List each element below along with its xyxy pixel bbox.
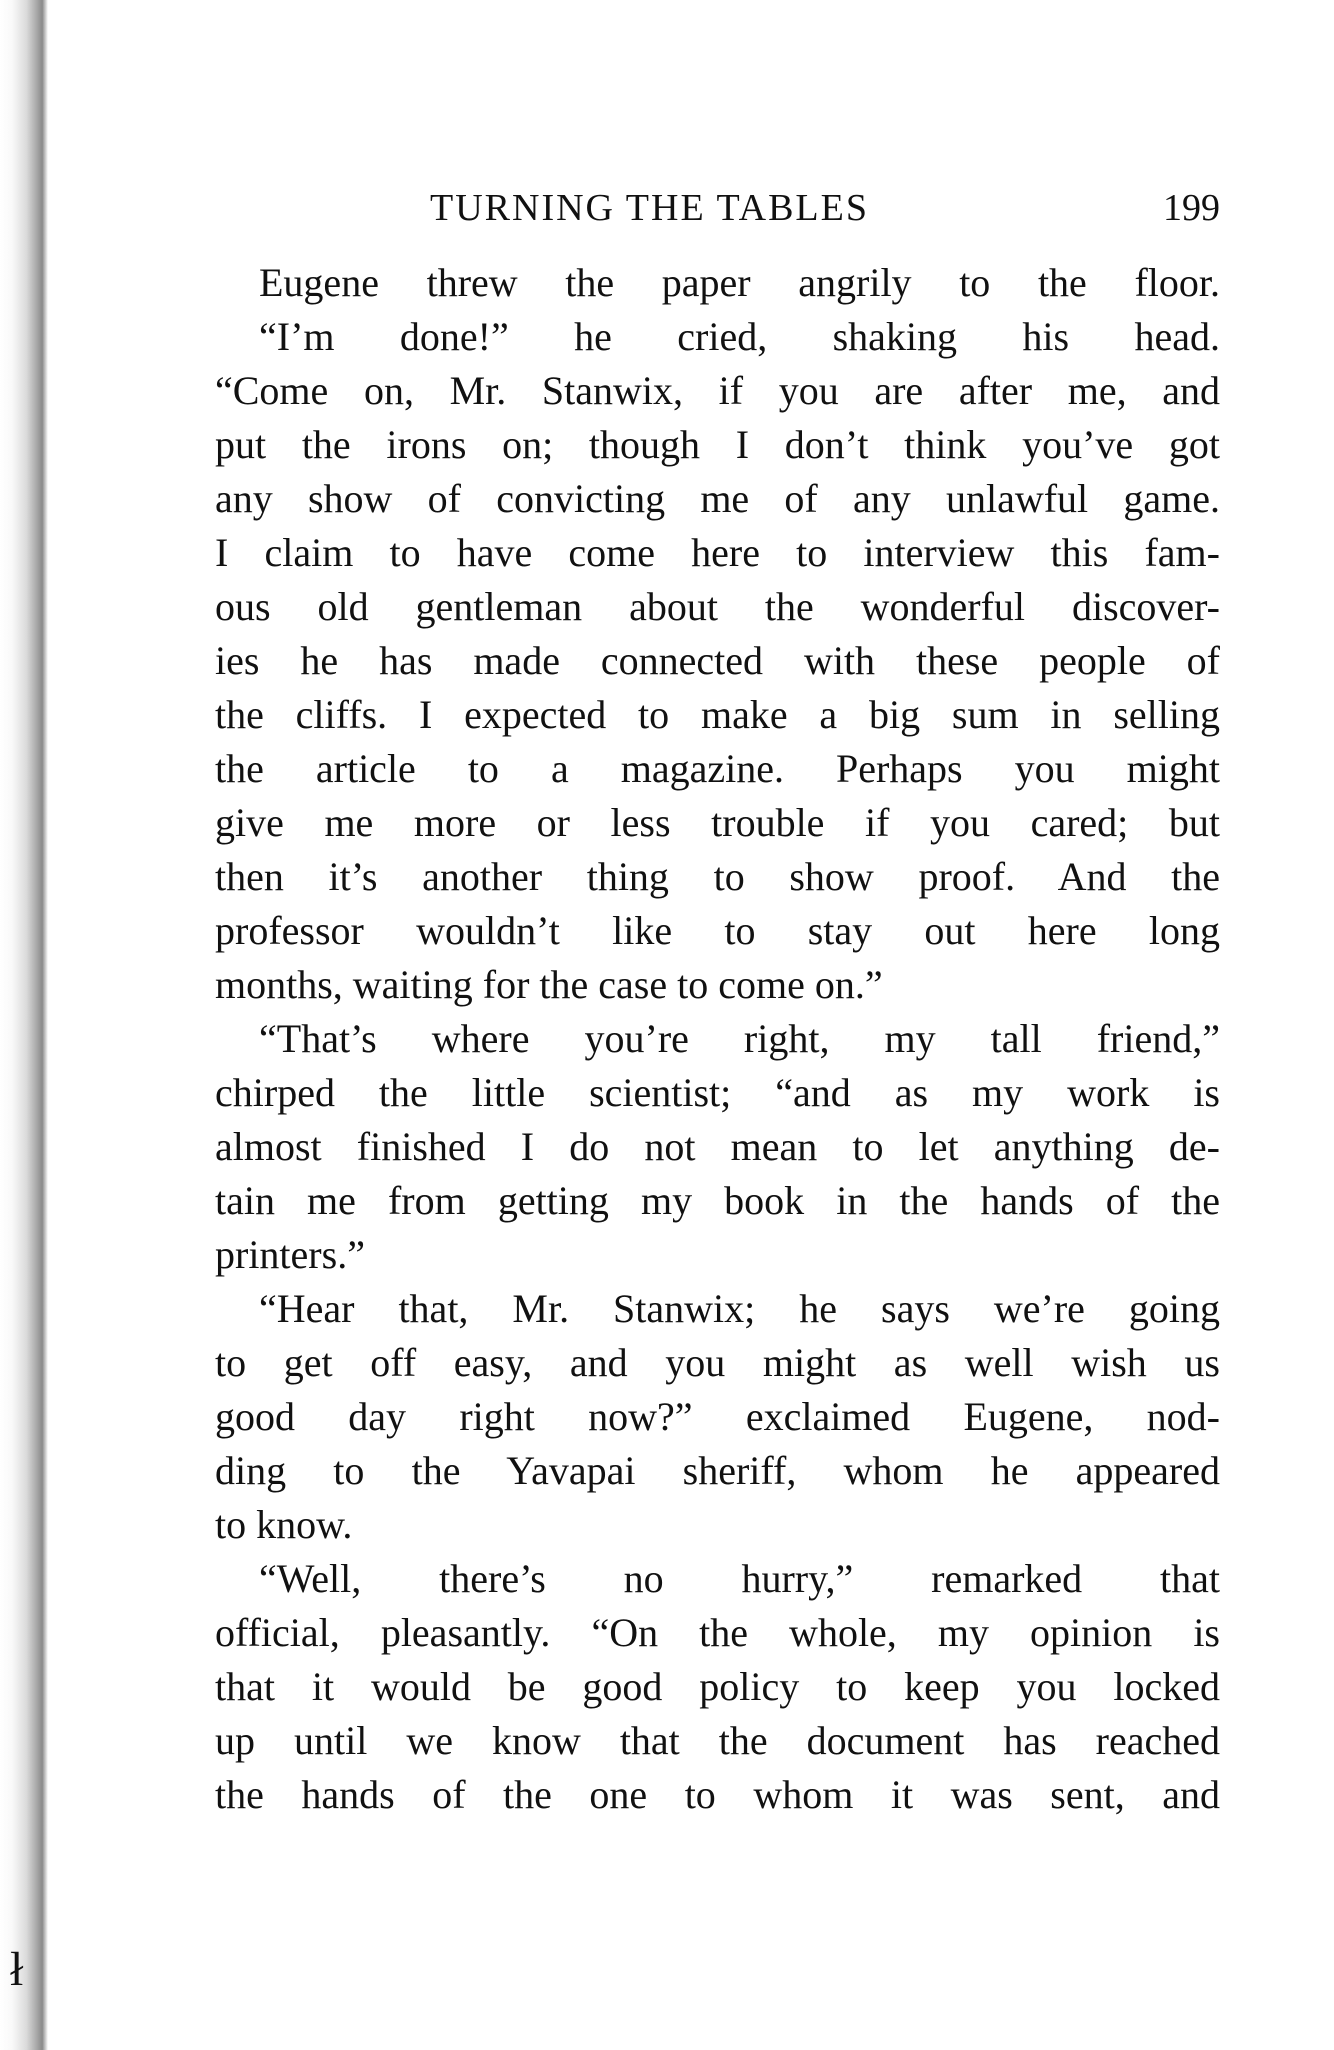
text-line: tain me from getting my book in the hands of the xyxy=(215,1178,1220,1223)
text-line: that it would be good policy to keep you locked xyxy=(215,1664,1220,1709)
text-line: months, waiting for the case to come on.” xyxy=(215,962,883,1007)
text-line: good day right now?” exclaimed Eugene, nod- xyxy=(215,1394,1220,1439)
text-line: then it’s another thing to show proof. And the xyxy=(215,854,1220,899)
text-line: “Well, there’s no hurry,” remarked that xyxy=(259,1556,1220,1601)
running-title: TURNING THE TABLES xyxy=(430,187,869,229)
text-line: “Come on, Mr. Stanwix, if you are after me, and xyxy=(215,368,1220,413)
spine-ink-mark: ł xyxy=(10,1943,24,1996)
text-line: professor wouldn’t like to stay out here long xyxy=(215,908,1220,953)
text-line: chirped the little scientist; “and as my work is xyxy=(215,1070,1220,1115)
text-line: any show of convicting me of any unlawful game. xyxy=(215,476,1220,521)
text-line: official, pleasantly. “On the whole, my opinion is xyxy=(215,1610,1220,1655)
text-line: “That’s where you’re right, my tall friend,” xyxy=(259,1016,1220,1061)
text-line: the hands of the one to whom it was sent, and xyxy=(215,1772,1220,1817)
text-line: I claim to have come here to interview this fam- xyxy=(215,530,1220,575)
text-line: give me more or less trouble if you cared; but xyxy=(215,800,1220,845)
text-line: ding to the Yavapai sheriff, whom he appeared xyxy=(215,1448,1220,1493)
text-line: ies he has made connected with these people of xyxy=(215,638,1220,683)
text-line: ous old gentleman about the wonderful discover- xyxy=(215,584,1220,629)
book-spine-shadow xyxy=(0,0,48,2050)
body-text xyxy=(215,256,1220,1822)
text-line: printers.” xyxy=(215,1232,365,1277)
text-line: “Hear that, Mr. Stanwix; he says we’re going xyxy=(259,1286,1220,1331)
page-number: 199 xyxy=(1163,187,1220,229)
text-line: to get off easy, and you might as well wish us xyxy=(215,1340,1220,1385)
text-line: to know. xyxy=(215,1502,353,1547)
page-header xyxy=(430,178,1220,238)
text-line: almost finished I do not mean to let anything de- xyxy=(215,1124,1220,1169)
text-line: the article to a magazine. Perhaps you might xyxy=(215,746,1220,791)
text-line: Eugene threw the paper angrily to the floor. xyxy=(259,260,1220,305)
text-line: the cliffs. I expected to make a big sum in selling xyxy=(215,692,1220,737)
text-line: put the irons on; though I don’t think you’ve got xyxy=(215,422,1220,467)
text-line: “I’m done!” he cried, shaking his head. xyxy=(259,314,1220,359)
text-line: up until we know that the document has reached xyxy=(215,1718,1220,1763)
